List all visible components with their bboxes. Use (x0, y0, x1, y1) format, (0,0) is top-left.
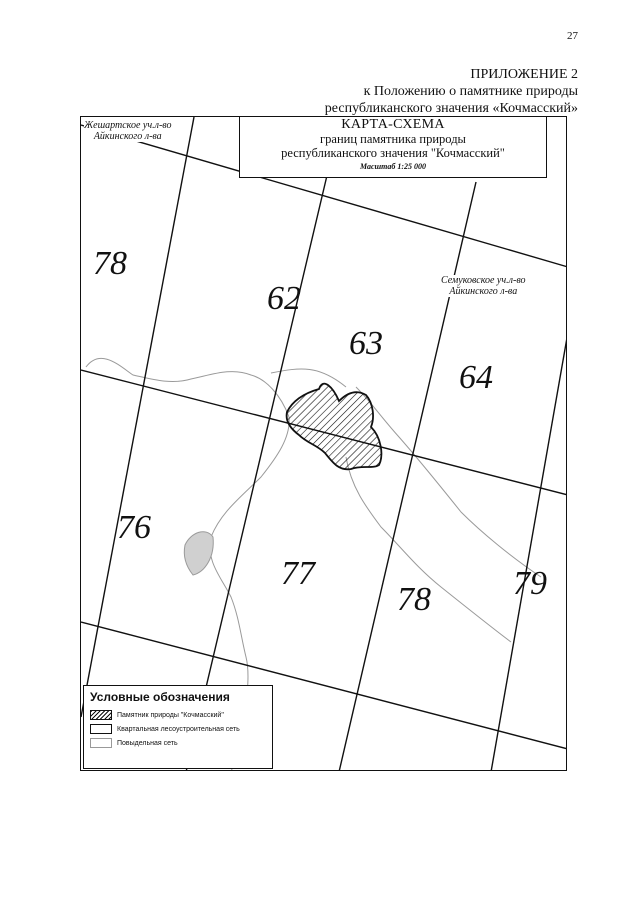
quarter-label-62: 62 (267, 280, 301, 317)
map-canvas (81, 117, 567, 771)
quarter-line-v3 (339, 182, 476, 771)
map-title-box (239, 116, 547, 178)
plot-patch-76 (184, 532, 213, 575)
legend-label: Повыдельная сеть (117, 739, 178, 747)
appendix-subtitle-1: к Положению о памятнике природы (363, 84, 578, 99)
quarter-label-64: 64 (459, 359, 493, 396)
appendix-subtitle-2: республиканского значения «Кочмасский» (324, 101, 578, 116)
region-east-line-2: Айкинского л-ва (449, 286, 518, 297)
quarter-label-78-east: 78 (397, 581, 431, 618)
map-legend (83, 685, 273, 769)
legend-label: Памятник природы "Кочмасский" (117, 711, 224, 719)
map-subtitle-1: границ памятника природы (320, 132, 466, 146)
region-label-west (84, 120, 172, 142)
appendix-title: ПРИЛОЖЕНИЕ 2 (470, 67, 578, 82)
quarter-label-78-west: 78 (93, 245, 127, 282)
quarter-label-79: 79 (513, 565, 547, 602)
quarter-label-63: 63 (349, 325, 383, 362)
quarter-label-77: 77 (281, 555, 315, 592)
legend-item-monument (90, 708, 272, 722)
quarter-line-v1 (81, 117, 194, 717)
legend-label: Квартальная лесоустроительная сеть (117, 725, 240, 733)
region-west-line-2: Айкинского л-ва (93, 131, 162, 142)
plot-line-northeast (356, 387, 541, 577)
page-number: 27 (567, 30, 578, 42)
region-west-line-1: Жешартское уч.л-во (84, 120, 172, 131)
map-subtitle-2: республиканского значения "Кочмасский" (281, 146, 505, 160)
quarter-grid-icon (90, 724, 112, 734)
quarter-label-76: 76 (117, 509, 151, 546)
map-title: КАРТА-СХЕМА (341, 117, 445, 132)
quarter-line-v4 (491, 332, 567, 771)
region-label-east (441, 275, 526, 297)
plot-grid-icon (90, 738, 112, 748)
map-frame (80, 116, 567, 771)
map-scale: Масштаб 1:25 000 (359, 162, 427, 171)
hatched-area-icon (90, 710, 112, 720)
plot-line-north (271, 369, 346, 387)
natural-monument-area (287, 384, 382, 470)
legend-item-plot-grid (90, 736, 272, 750)
legend-item-quarter-grid (90, 722, 272, 736)
region-east-line-1: Семуковское уч.л-во (441, 275, 526, 286)
legend-title: Условные обозначения (90, 690, 230, 704)
